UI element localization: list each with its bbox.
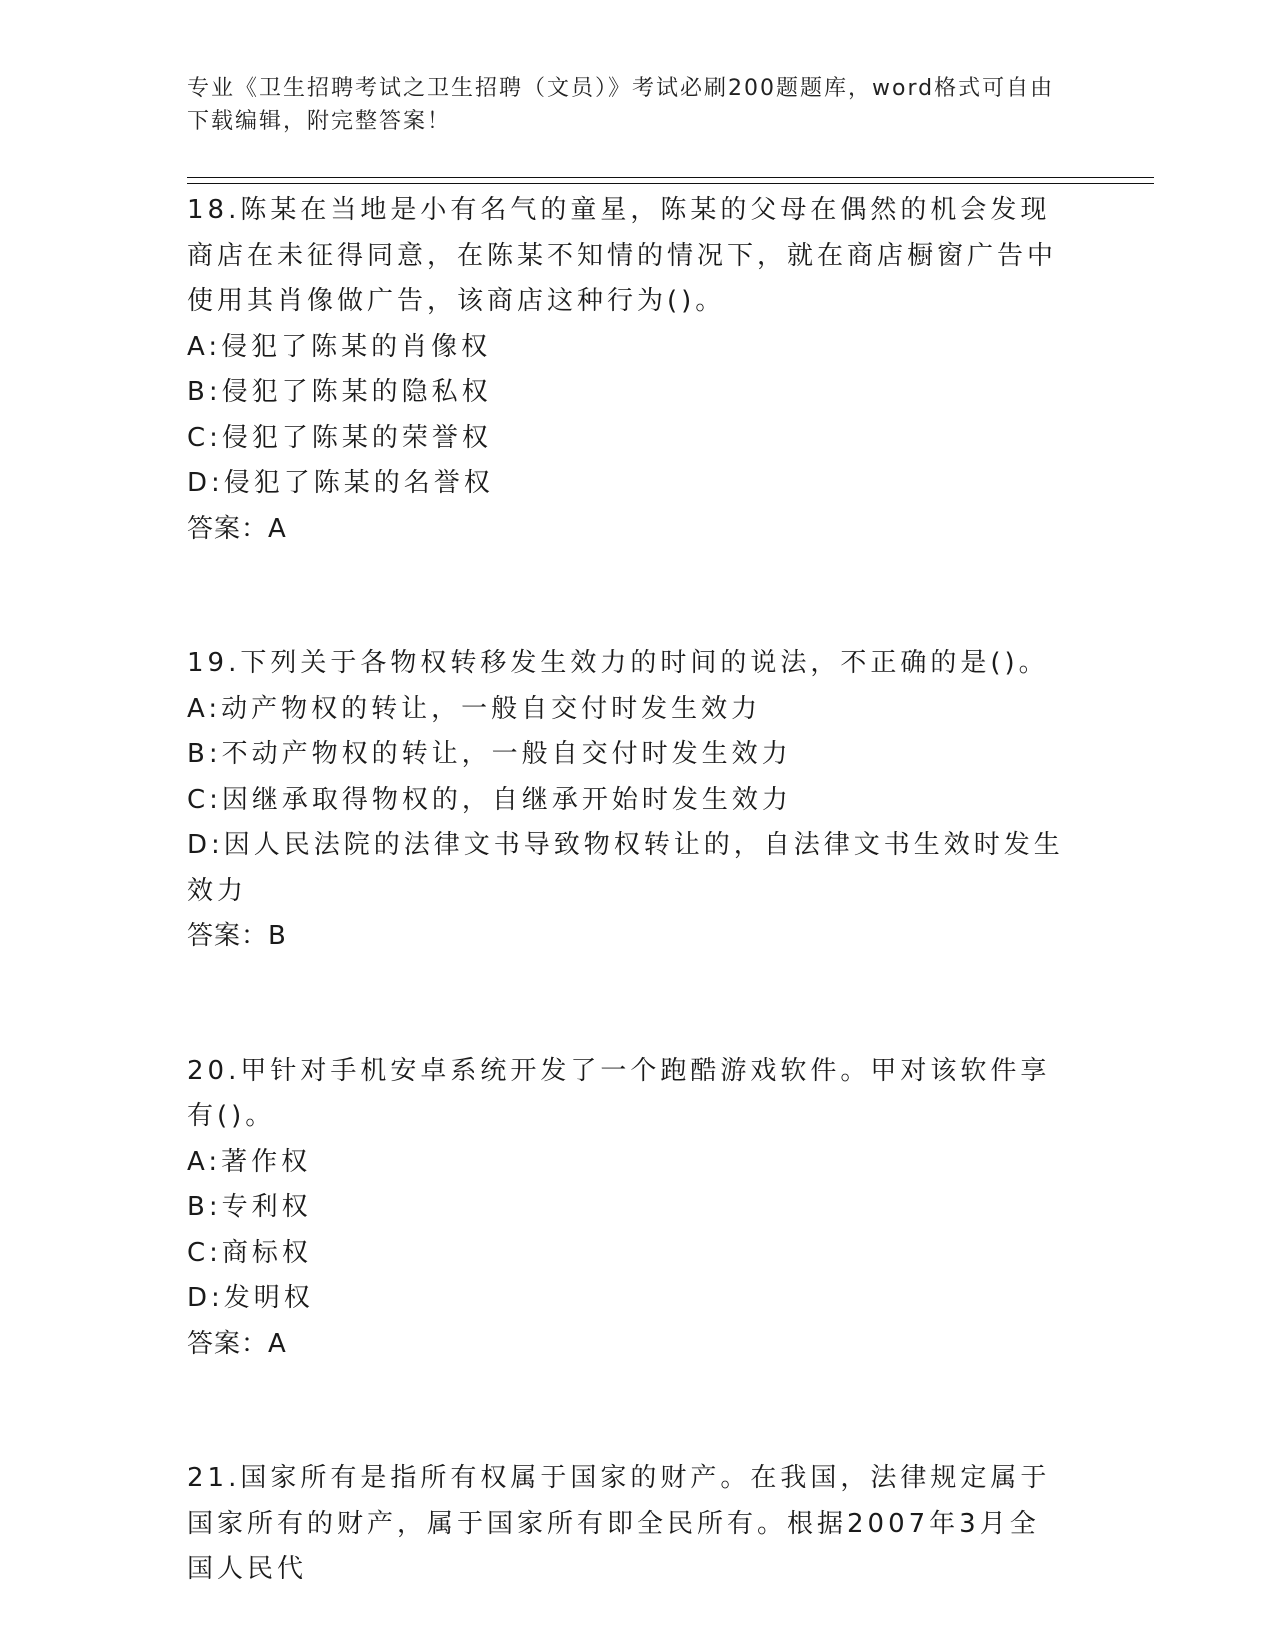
answer-line: 答案：A — [187, 513, 287, 544]
question-block — [187, 1049, 1067, 1368]
question-text: 18.陈某在当地是小有名气的童星，陈某的父母在偶然的机会发现商店在未征得同意，在陈某不知情的情况下，就在商店橱窗广告中使用其肖像做广告，该商店这种行为()。 — [187, 195, 1058, 316]
option-d: D:侵犯了陈某的名誉权 — [187, 468, 494, 498]
option-c: C:侵犯了陈某的荣誉权 — [187, 422, 492, 453]
document-header: 专业《卫生招聘考试之卫生招聘（文员）》考试必刷200题题库，word格式可自由下载编辑，附完整答案！ — [187, 76, 1055, 134]
question-list — [187, 188, 1067, 1593]
option-b: B:侵犯了陈某的隐私权 — [187, 377, 492, 407]
question-text: 19.下列关于各物权转移发生效力的时间的说法，不正确的是()。 — [187, 648, 1049, 678]
option-a: A:动产物权的转让，一般自交付时发生效力 — [187, 693, 762, 724]
question-block — [187, 188, 1067, 552]
answer-line: 答案：B — [187, 921, 287, 951]
option-a: A:著作权 — [187, 1146, 312, 1177]
question-text: 21.国家所有是指所有权属于国家的财产。在我国，法律规定属于国家所有的财产，属于国家所有即全民所有。根据2007年3月全国人民代 — [187, 1463, 1051, 1584]
header-divider-bottom — [187, 183, 1154, 184]
question-spacer — [187, 1367, 1067, 1456]
answer-line: 答案：A — [187, 1328, 287, 1359]
header-divider-top — [187, 177, 1154, 178]
option-a: A:侵犯了陈某的肖像权 — [187, 331, 492, 362]
question-spacer — [187, 552, 1067, 641]
option-d: D:因人民法院的法律文书导致物权转让的，自法律文书生效时发生效力 — [187, 830, 1064, 906]
option-b: B:专利权 — [187, 1192, 312, 1222]
option-c: C:商标权 — [187, 1237, 312, 1268]
question-spacer — [187, 960, 1067, 1049]
question-block — [187, 1456, 1067, 1593]
option-c: C:因继承取得物权的，自继承开始时发生效力 — [187, 784, 792, 815]
option-b: B:不动产物权的转让，一般自交付时发生效力 — [187, 739, 792, 769]
question-block — [187, 641, 1067, 960]
option-d: D:发明权 — [187, 1283, 314, 1313]
question-text: 20.甲针对手机安卓系统开发了一个跑酷游戏软件。甲对该软件享有()。 — [187, 1055, 1051, 1131]
